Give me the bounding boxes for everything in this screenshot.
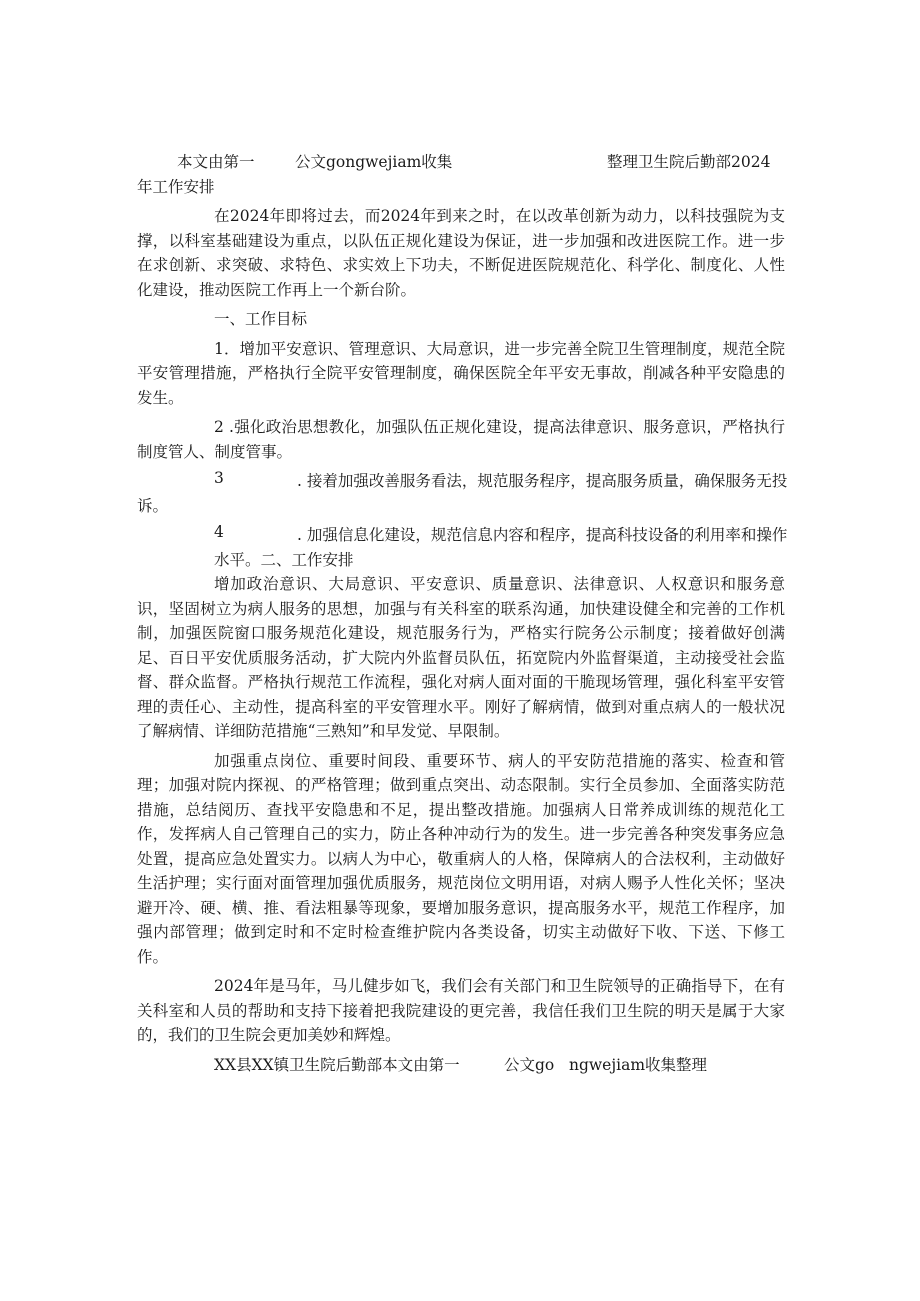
arrangement-paragraph: 增加政治意识、大局意识、平安意识、质量意识、法律意识、人权意识和服务意识，坚固树立为病人服务的思想，加强与有关科室的联系沟通，加快建设健全和完善的工作机制，加强医院窗口服务规范化建设，规范服务行为，严格实行院务公示制度；接着做好创满足、百日平安优质服务活动，扩大院内外监督员队伍，拓宽院内外监督渠道，主动接受社会监督、群众监督。严格执行规范工作流程，强化对病人面对面的干脆现场管理，强化科室平安管理的责任心、主动性，提高科室的平安管理水平。刚好了解病情，做到对重点病人的一般状况了解病情、详细防范措施“三熟知”和早发觉、早限制。 [137, 575, 785, 740]
goal-item-4 [137, 523, 788, 548]
footer-part-1: XX县XX镇卫生院后勤部本文由第一 [214, 1055, 460, 1074]
safety-paragraph: 加强重点岗位、重要时间段、重要环节、病人的平安防范措施的落实、检查和管理；加强对院内探视、的严格管理；做到重点突出、动态限制。实行全员参加、全面落实防范措施，总结阅历、查找平安隐患和不足，提出整改措施。加强病人日常养成训练的规范化工作，发挥病人自己管理自己的实力，防止各种冲动行为的发生。进一步完善各种突发事务应急处置，提高应急处置实力。以病人为中心，敬重病人的人格，保障病人的合法权利，主动做好生活护理；实行面对面管理加强优质服务，规范岗位文明用语，对病人赐予人性化关怀；坚决避开冷、硬、横、推、看法粗暴等现象，要增加服务意识，提高服务水平，规范工作程序，加强内部管理；做到定时和不定时检查维护院内各类设备，切实主动做好下收、下送、下修工作。 [137, 751, 785, 966]
goal-3-number: 3 [214, 469, 224, 487]
section-heading-goals: 一、工作目标 [214, 310, 308, 328]
footer-part-3: ngwejiam收集整理 [569, 1055, 708, 1074]
document-page [137, 150, 788, 1077]
header-part-1: 本文由第一 [177, 153, 255, 171]
closing-paragraph: 2024年是马年，马儿健步如飞，我们会有关部门和卫生院领导的正确指导下，在有关科室和人员的帮助和支持下接着把我院建设的更完善，我信任我们卫生院的明天是属于大家的，我们的卫生院会更加美妙和辉煌。 [137, 977, 785, 1044]
header-part-3: 整理卫生院后勤部2024 [607, 153, 771, 171]
document-header-line [137, 150, 785, 175]
header-part-2: 公文gongwejiam收集 [295, 153, 453, 171]
goal-4-number: 4 [214, 523, 224, 541]
goal-4-continuation-line [137, 548, 785, 573]
document-title-tail: 年工作安排 [137, 177, 215, 196]
document-footer-line [137, 1053, 785, 1078]
intro-paragraph: 在2024年即将过去，而2024年到来之时，在以改革创新为动力，以科技强院为支撑，以科室基础建设为重点，以队伍正规化建设为保证，进一步加强和改进医院工作。进一步在求创新、求突破、求特色、求实效上下功夫，不断促进医院规范化、科学化、制度化、人性化建设，推动医院工作再上一个新台阶。 [137, 207, 785, 299]
goal-item-2: 2 .强化政治思想教化，加强队伍正规化建设，提高法律意识、服务意识，严格执行制度管人、制度管事。 [137, 418, 785, 461]
goal-item-3 [137, 469, 788, 494]
footer-part-2: 公文go [504, 1055, 555, 1074]
goal-4-continuation: 水平。二、工作安排 [214, 550, 354, 569]
goal-4-text: . 加强信息化建设，规范信息内容和程序，提高科技设备的利用率和操作 [297, 526, 788, 544]
goal-3-continuation: 诉。 [137, 496, 169, 515]
goal-item-1: 1．增加平安意识、管理意识、大局意识，进一步完善全院卫生管理制度，规范全院平安管理措施，严格执行全院平安管理制度，确保医院全年平安无事故，削减各种平安隐患的发生。 [137, 339, 785, 407]
goal-3-text: . 接着加强改善服务看法，规范服务程序，提高服务质量，确保服务无投 [297, 472, 788, 490]
